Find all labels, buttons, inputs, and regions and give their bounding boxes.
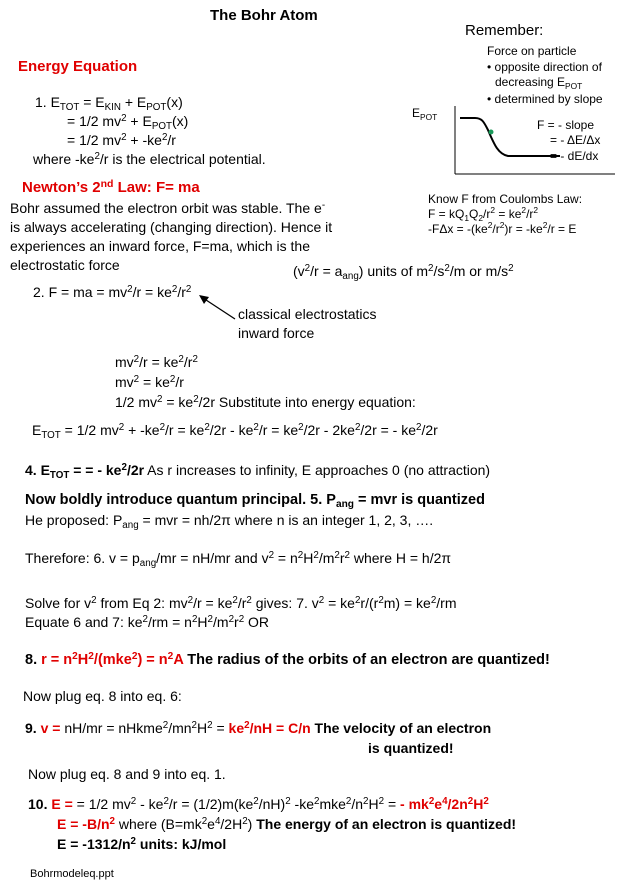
energy-equation-heading: Energy Equation bbox=[18, 58, 138, 75]
pointer-arrow-icon bbox=[195, 293, 240, 323]
eq-8: 8. $r = n^2H^2/(mke^2) = n^2A$ The radius of the orbits of an electron are quantized! bbox=[25, 651, 550, 668]
eq-10: 10. E = = 1/2 $mv^2 - ke^2/r = (1/2)m(ke^2/nH)^2$ $-ke^2mke^2/n^2H^2$ = - $mk^2e^4/2n^2H^2$ bbox=[28, 796, 489, 812]
newton-para-3: experiences an inward force, F=ma, which is the bbox=[10, 238, 310, 254]
slope-line-1: F = - slope bbox=[537, 118, 595, 132]
quantum-heading: Now boldly introduce quantum principal. 5. $P_{ang}$ = mvr is quantized bbox=[25, 492, 485, 510]
newton-para-4: electrostatic force bbox=[10, 257, 120, 273]
equate-6-7: Equate 6 and 7: $ke^2/rm = n^2H^2/m^2r^2$ OR bbox=[25, 614, 270, 630]
plug-8-9-into-1: Now plug eq. 8 and 9 into eq. 1. bbox=[28, 766, 226, 782]
remember-heading: Remember: bbox=[465, 22, 544, 39]
eq-10-b: $E = -B/n^2$ where $(B=mk^2e^4/2H^2)$ The energy of an electron is quantized! bbox=[57, 816, 517, 832]
eq-9: 9. $v = nH/mr = nHkme^2/mn^2H^2 = ke^2/nH = C/n$ The velocity of an electron bbox=[25, 720, 492, 736]
footer-filename: Bohrmodeleq.ppt bbox=[30, 868, 114, 880]
subst-line-3: 1/2 $mv^2 = ke^2/2r$ Substitute into energy equation: bbox=[115, 394, 416, 410]
coulomb-energy: $-F\Delta x = -(ke^2/r^2)r = -ke^2/r = E$ bbox=[428, 220, 577, 236]
classical-note-2: inward force bbox=[238, 325, 315, 341]
classical-note-1: classical electrostatics bbox=[238, 306, 377, 322]
acceleration-units: $(v^2/r = a_{ang})$ units of $m^2/s^2/m$ or $m/s^2$ bbox=[293, 263, 514, 282]
remember-line-3: decreasing $E_{POT}$ bbox=[495, 75, 583, 91]
remember-line-1: Force on particle bbox=[487, 44, 577, 58]
slope-point bbox=[489, 130, 494, 135]
force-eq-2: 2. F = ma = $mv^2/r = ke^2/r^2$ bbox=[33, 284, 192, 300]
eq-6: Therefore: 6. $v = p_{ang}/mr = nH/mr$ and $v^2 = n^2H^2/m^2r^2$ where H = h/2π bbox=[25, 550, 452, 569]
subst-line-2: $mv^2 = ke^2/r$ bbox=[115, 374, 184, 390]
newton-para-1: Bohr assumed the electron orbit was stable. The e- bbox=[10, 200, 326, 216]
remember-line-2: • opposite direction of bbox=[487, 60, 602, 74]
subst-line-1: $mv^2/r = ke^2/r^2$ bbox=[115, 354, 198, 370]
slope-line-3: = - dE/dx bbox=[550, 149, 599, 163]
epot-axis-label: $E_{POT}$ bbox=[412, 106, 438, 122]
eq-4: 4. $E_{TOT}$ = = - $ke^2/2r$ As r increases to infinity, E approaches 0 (no attraction) bbox=[25, 462, 491, 481]
plug-8-into-6: Now plug eq. 8 into eq. 6: bbox=[23, 688, 182, 704]
remember-line-4: • determined by slope bbox=[487, 92, 603, 106]
newton-para-2: is always accelerating (changing direction). Hence it bbox=[10, 219, 333, 235]
energy-eq-2: = 1/2 $mv^2 + E_{POT}(x)$ bbox=[67, 113, 189, 132]
eq-7: Solve for $v^2$ from Eq 2: $mv^2/r = ke^2/r^2$ gives: 7. $v^2 = ke^2r/(r^2m) = ke^2/rm$ bbox=[25, 595, 457, 611]
slope-line-2: = - ΔE/Δx bbox=[550, 133, 601, 147]
coulomb-law: $F = kQ_1Q_2/r^2 = ke^2/r^2$ bbox=[428, 205, 539, 223]
eq-10-c: $E = -1312/n^2$ units: kJ/mol bbox=[57, 836, 227, 852]
energy-eq-3: = 1/2 $mv^2 + -ke^2/r$ bbox=[67, 132, 176, 148]
newton-heading: Newton’s 2nd Law: F= ma bbox=[22, 178, 200, 196]
page-title: The Bohr Atom bbox=[210, 7, 318, 24]
quantum-proposal: He proposed: $P_{ang}$ = mvr = nh/2π where n is an integer 1, 2, 3, …. bbox=[25, 512, 434, 531]
energy-eq-1: 1. $E_{TOT} = E_{KIN} + E_{POT}(x)$ bbox=[35, 94, 183, 113]
coulomb-heading: Know F from Coulombs Law: bbox=[428, 192, 583, 206]
etot-derivation: $E_{TOT} = 1/2$ $mv^2 + -ke^2/r = ke^2/2r - ke^2/r = ke^2/2r - 2ke^2/2r$ = - $ke^2/2r$ bbox=[32, 422, 438, 441]
energy-eq-where: where $-ke^2/r$ is the electrical potential. bbox=[33, 151, 266, 167]
velocity-quantized: is quantized! bbox=[368, 740, 454, 756]
